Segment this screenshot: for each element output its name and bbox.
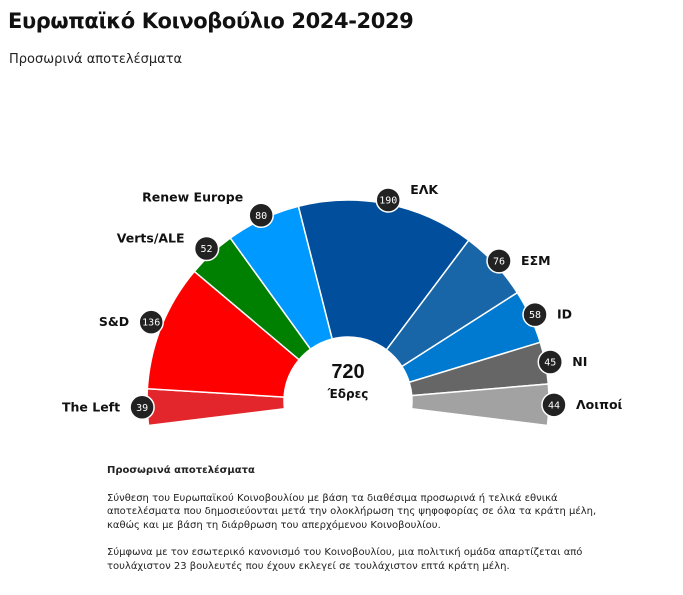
page-title: Ευρωπαϊκό Κοινοβούλιο 2024-2029 [8, 9, 414, 33]
seat-badge-λοιποί [542, 393, 566, 417]
seat-count-renew-europe: 80 [255, 210, 268, 222]
notes-paragraph-rules: Σύμφωνα με τον εσωτερικό κανονισμό του Κοινοβουλίου, μια πολιτική ομάδα απαρτίζεται από τουλάχιστον 23 βουλευτές που έχουν εκλεγεί σε τουλάχιστον επτά κράτη μέλη. [107, 547, 583, 572]
seat-badge-ελκ [376, 188, 400, 212]
seat-badge-renew-europe [249, 203, 273, 227]
group-label-renew-europe: Renew Europe [142, 189, 244, 205]
group-label-verts-ale: Verts/ALE [116, 230, 185, 246]
seat-count-λοιποί: 44 [547, 400, 560, 412]
notes-section [107, 464, 597, 587]
seat-badge-ni [538, 350, 562, 374]
seat-badge-εσμ [487, 249, 511, 273]
seat-badge-id [523, 303, 547, 327]
seat-count-εσμ: 76 [493, 256, 506, 268]
group-label-εσμ: ΕΣΜ [521, 252, 551, 268]
seat-badge-s-d [139, 310, 163, 334]
seat-badge-the-left [130, 395, 154, 419]
group-label-the-left: The Left [61, 399, 121, 415]
seat-count-s-d: 136 [142, 317, 161, 329]
group-label-ελκ: ΕΛΚ [410, 181, 439, 197]
group-label-λοιποί: Λοιποί [575, 396, 623, 412]
group-label-ni: NI [572, 353, 588, 369]
group-label-s-d: S&D [98, 314, 130, 330]
page-subtitle: Προσωρινά αποτελέσματα [9, 52, 183, 67]
total-seats-value: 720 [331, 361, 365, 383]
seat-count-verts-ale: 52 [200, 243, 213, 255]
group-label-id: ID [557, 306, 573, 322]
seat-count-the-left: 39 [136, 402, 149, 414]
seat-count-ελκ: 190 [379, 195, 398, 207]
seat-badge-verts-ale [195, 236, 219, 260]
seat-count-id: 58 [528, 310, 542, 322]
seat-count-ni: 45 [544, 357, 557, 369]
notes-heading: Προσωρινά αποτελέσματα [107, 465, 255, 476]
total-seats-label: Έδρες [327, 387, 369, 401]
notes-paragraph-composition: Σύνθεση του Ευρωπαϊκού Κοινοβουλίου με βάση τα διαθέσιμα προσωρινά ή τελικά εθνικά αποτελέσματα που δημοσιεύονται μετά την ολοκλήρωση της ψηφοφορίας σε όλα τα κράτη μέλη, καθώς και με βάση τη διάρθρωση του απερχόμενου Κοινοβουλίου. [107, 492, 597, 531]
